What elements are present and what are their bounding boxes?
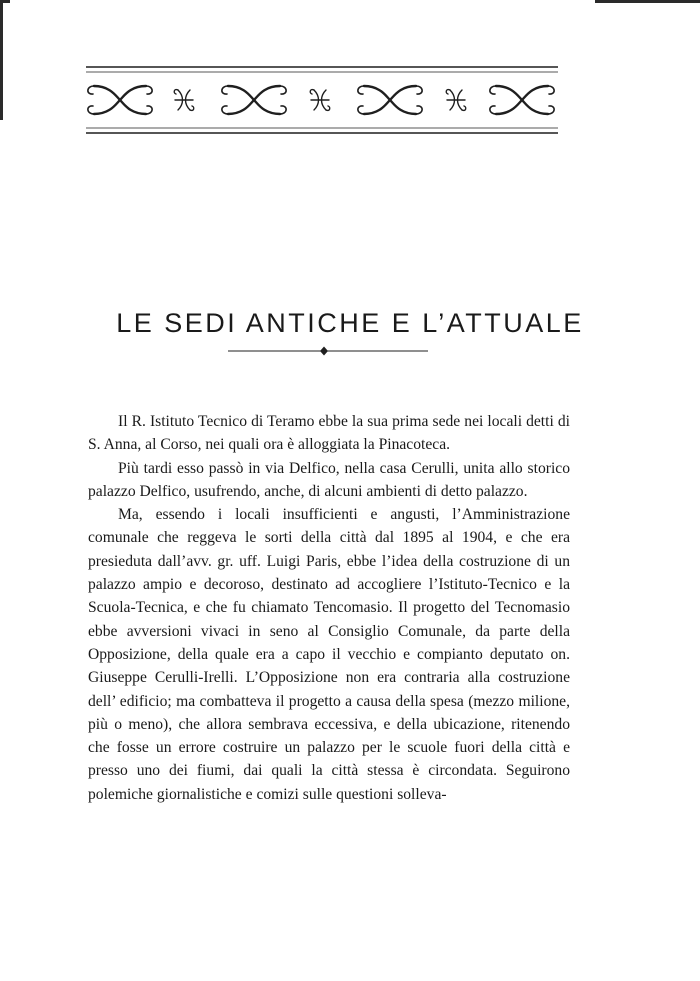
paragraph: Più tardi esso passò in via Delfico, nella casa Cerulli, unita allo storico palazzo Delfico, usufrendo, anche, di alcuni ambienti di detto palazzo. — [88, 459, 570, 500]
scan-edge-mark-left — [0, 0, 3, 120]
title-divider-rule — [228, 344, 428, 358]
diamond-icon — [320, 347, 328, 356]
body-text — [88, 410, 570, 806]
flourish-ornament — [358, 86, 422, 114]
paragraph: Ma, essendo i locali insufficienti e angusti, l’Amministrazione comunale che reggeva le sorti della città dal 1895 al 1904, e che era presieduta dall’avv. gr. uff. Luigi Paris, ebbe l’idea della costruzione di un palazzo ampio e decoroso, destinato ad accogliere l’Istituto-Tecnico e la Scuola-Tecnica, e che fu chiamato Tencomasio. Il progetto del Tecnomasio ebbe avversioni vivaci in seno al Consiglio Comunale, da parte della Opposizione, della quale era a capo il vecchio e compianto deputato on. Giuseppe Cerulli-Irelli. L’Opposizione non era contraria alla costruzione dell’ edificio; ma combatteva il progetto a causa della spesa (mezzo milione, più o meno), che allora sembrava eccessiva, e della ubicazione, ritenendo che fosse un errore costruire un palazzo per le scuole fuori della città e presso uno dei fiumi, dai quali la città stessa è circondata. Seguirono polemiche giornalistiche e comizi sulle questioni solleva- — [88, 506, 570, 803]
scan-edge-mark-left-tick — [0, 0, 10, 3]
page-title: LE SEDI ANTICHE E L’ATTUALE — [116, 308, 584, 338]
flourish-ornament — [88, 86, 152, 114]
flourish-ornament — [490, 86, 554, 114]
flourish-ornament — [222, 86, 286, 114]
decorative-ornament-band — [86, 64, 558, 136]
fleuron-ornament — [310, 90, 329, 111]
scan-edge-mark-right — [595, 0, 700, 3]
paragraph: Il R. Istituto Tecnico di Teramo ebbe la sua prima sede nei locali detti di S. Anna, al Corso, nei quali ora è alloggiata la Pinacoteca. — [88, 413, 570, 454]
fleuron-ornament — [174, 90, 193, 111]
fleuron-ornament — [446, 90, 465, 111]
